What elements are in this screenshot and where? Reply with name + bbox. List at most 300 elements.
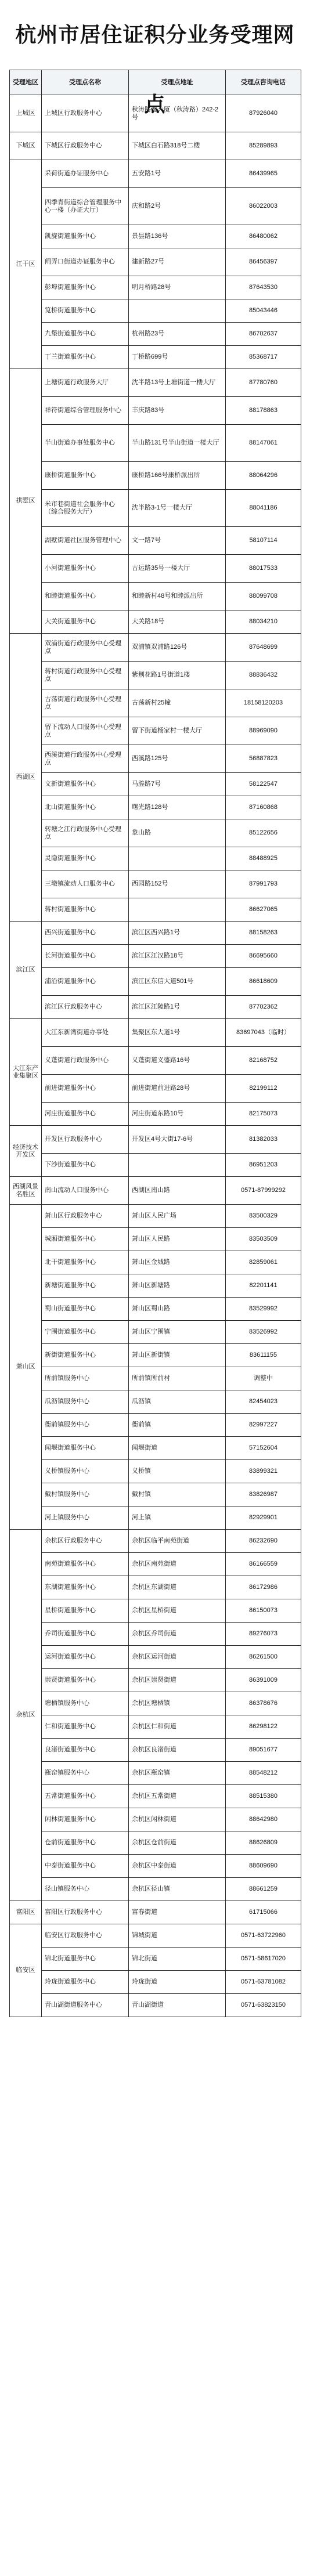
outlet-name-cell: 新塘街道服务中心 <box>42 1274 129 1298</box>
outlet-phone-cell: 86480062 <box>226 225 301 248</box>
outlet-address-cell: 西湖区南山路 <box>129 1177 226 1205</box>
outlet-name-cell: 凯旋街道服务中心 <box>42 225 129 248</box>
table-row <box>10 662 301 689</box>
outlet-name-cell: 瓶窑镇服务中心 <box>42 1762 129 1785</box>
outlet-phone-cell: 85368717 <box>226 346 301 369</box>
table-row <box>10 1971 301 1994</box>
outlet-phone-cell: 86232690 <box>226 1530 301 1553</box>
table-row <box>10 1924 301 1948</box>
outlet-name-cell: 笕桥街道服务中心 <box>42 299 129 323</box>
outlet-phone-cell: 86695660 <box>226 945 301 968</box>
outlet-address-cell: 余杭区仓前街道 <box>129 1831 226 1855</box>
outlet-name-cell: 径山镇服务中心 <box>42 1878 129 1901</box>
outlet-name-cell: 康桥街道服务中心 <box>42 462 129 490</box>
table-row <box>10 299 301 323</box>
outlet-address-cell: 余杭区乔司街道 <box>129 1623 226 1646</box>
outlet-address-cell: 丰庆路83号 <box>129 397 226 425</box>
outlet-address-cell: 萧山区人民路 <box>129 1228 226 1251</box>
outlet-phone-cell: 82168752 <box>226 1047 301 1075</box>
outlet-name-cell: 锦北街道服务中心 <box>42 1948 129 1971</box>
outlet-address-cell: 马塍路7号 <box>129 773 226 796</box>
outlet-phone-cell: 87780760 <box>226 369 301 397</box>
outlet-phone-cell: 88099708 <box>226 583 301 610</box>
outlet-address-cell: 西溪路125号 <box>129 745 226 773</box>
outlet-phone-cell: 88147061 <box>226 425 301 462</box>
table-row <box>10 1154 301 1177</box>
table-row <box>10 1623 301 1646</box>
outlet-name-cell: 闻堰街道服务中心 <box>42 1437 129 1460</box>
column-header-name: 受理点名称 <box>42 70 129 95</box>
outlet-address-cell: 余杭区瓶窑镇 <box>129 1762 226 1785</box>
table-row <box>10 1831 301 1855</box>
outlet-address-cell <box>129 898 226 922</box>
table-row <box>10 1177 301 1205</box>
outlet-phone-cell: 82454023 <box>226 1390 301 1414</box>
outlet-name-cell: 星桥街道服务中心 <box>42 1599 129 1623</box>
outlet-phone-cell: 88034210 <box>226 610 301 634</box>
outlet-phone-cell: 82929901 <box>226 1506 301 1530</box>
table-row <box>10 1390 301 1414</box>
outlet-phone-cell: 88836432 <box>226 662 301 689</box>
outlet-name-cell: 临安区行政服务中心 <box>42 1924 129 1948</box>
outlet-phone-cell: 56887823 <box>226 745 301 773</box>
outlet-phone-cell: 83611155 <box>226 1344 301 1367</box>
outlet-address-cell: 文一路7号 <box>129 527 226 555</box>
outlet-name-cell: 南山流动人口服务中心 <box>42 1177 129 1205</box>
table-row <box>10 555 301 583</box>
outlet-phone-cell: 86391009 <box>226 1669 301 1692</box>
outlet-address-cell: 萧山区人民广场 <box>129 1205 226 1228</box>
outlet-phone-cell: 81382033 <box>226 1126 301 1154</box>
outlet-name-cell: 采荷街道办证服务中心 <box>42 160 129 188</box>
outlet-name-cell: 河上镇服务中心 <box>42 1506 129 1530</box>
outlet-phone-cell: 86951203 <box>226 1154 301 1177</box>
outlet-address-cell: 余杭区临平南苑街道 <box>129 1530 226 1553</box>
outlet-name-cell: 乔司街道服务中心 <box>42 1623 129 1646</box>
outlet-address-cell: 留下街道杨家村一楼大厅 <box>129 717 226 745</box>
outlet-address-cell: 景昙路136号 <box>129 225 226 248</box>
outlet-address-cell: 紫荆花路1号街道1楼 <box>129 662 226 689</box>
outlet-name-cell: 西兴街道服务中心 <box>42 922 129 945</box>
outlet-phone-cell: 86172986 <box>226 1576 301 1599</box>
outlet-name-cell: 米市巷街道社会服务中心（综合服务大厅） <box>42 490 129 527</box>
outlet-name-cell: 古荡街道行政服务中心受理点 <box>42 689 129 717</box>
table-row <box>10 248 301 276</box>
outlet-name-cell: 留下流动人口服务中心受理点 <box>42 717 129 745</box>
table-row <box>10 1483 301 1506</box>
table-row <box>10 1669 301 1692</box>
outlet-address-cell: 所前镇所前村 <box>129 1367 226 1390</box>
outlet-address-cell: 大关路18号 <box>129 610 226 634</box>
table-row <box>10 369 301 397</box>
outlet-phone-cell: 83826987 <box>226 1483 301 1506</box>
outlet-address-cell: 余杭区运河街道 <box>129 1646 226 1669</box>
outlet-address-cell: 秋涛路斐大厦（秋涛路）242-2号 <box>129 95 226 132</box>
outlet-name-cell: 北山街道服务中心 <box>42 796 129 819</box>
outlet-address-cell: 滨江区东信大道501号 <box>129 968 226 996</box>
outlet-phone-cell: 83503509 <box>226 1228 301 1251</box>
outlet-name-cell: 玲珑街道服务中心 <box>42 1971 129 1994</box>
table-row <box>10 819 301 847</box>
outlet-name-cell: 所前镇服务中心 <box>42 1367 129 1390</box>
region-cell: 拱墅区 <box>10 369 42 634</box>
outlet-name-cell: 瓜沥镇服务中心 <box>42 1390 129 1414</box>
table-row <box>10 1646 301 1669</box>
outlet-address-cell: 五安路1号 <box>129 160 226 188</box>
outlet-address-cell: 西园路152号 <box>129 870 226 898</box>
table-row <box>10 968 301 996</box>
outlet-phone-cell: 88661259 <box>226 1878 301 1901</box>
table-row <box>10 397 301 425</box>
outlet-phone-cell: 86261500 <box>226 1646 301 1669</box>
outlet-phone-cell: 57152604 <box>226 1437 301 1460</box>
outlet-phone-cell: 89276073 <box>226 1623 301 1646</box>
outlet-phone-cell: 86378676 <box>226 1692 301 1715</box>
outlet-name-cell: 彭埠街道服务中心 <box>42 276 129 299</box>
outlet-phone-cell: 88041186 <box>226 490 301 527</box>
outlet-phone-cell: 89051677 <box>226 1739 301 1762</box>
outlet-address-cell: 集聚区东大道1号 <box>129 1019 226 1047</box>
outlet-name-cell: 仁和街道服务中心 <box>42 1715 129 1739</box>
outlet-phone-cell: 61715066 <box>226 1901 301 1924</box>
outlet-address-cell <box>129 1154 226 1177</box>
outlet-address-cell: 萧山区蜀山路 <box>129 1298 226 1321</box>
table-row <box>10 1344 301 1367</box>
outlet-phone-cell: 87643530 <box>226 276 301 299</box>
outlet-name-cell: 滨江区行政服务中心 <box>42 996 129 1019</box>
outlet-address-cell: 余杭区五常街道 <box>129 1785 226 1808</box>
table-row <box>10 847 301 870</box>
outlet-phone-cell: 82201141 <box>226 1274 301 1298</box>
outlet-address-cell: 余杭区星桥街道 <box>129 1599 226 1623</box>
outlet-address-cell: 古荡新村25幢 <box>129 689 226 717</box>
outlet-address-cell: 萧山区宁围镇 <box>129 1321 226 1344</box>
outlet-table <box>9 70 301 2017</box>
outlet-name-cell: 蒋村街道服务中心 <box>42 898 129 922</box>
region-cell: 西湖风景名胜区 <box>10 1177 42 1205</box>
outlet-phone-cell: 58122547 <box>226 773 301 796</box>
table-row <box>10 945 301 968</box>
outlet-name-cell: 塘栖镇服务中心 <box>42 1692 129 1715</box>
outlet-address-cell: 萧山区新街镇 <box>129 1344 226 1367</box>
outlet-phone-cell: 86166559 <box>226 1553 301 1576</box>
outlet-phone-cell: 86298122 <box>226 1715 301 1739</box>
outlet-address-cell: 河庄街道东路10号 <box>129 1103 226 1126</box>
table-row <box>10 996 301 1019</box>
table-row <box>10 1855 301 1878</box>
outlet-phone-cell: 0571-63722960 <box>226 1924 301 1948</box>
table-row <box>10 1274 301 1298</box>
table-row <box>10 1553 301 1576</box>
table-row <box>10 346 301 369</box>
outlet-name-cell: 前进街道服务中心 <box>42 1075 129 1103</box>
outlet-phone-cell: 85122656 <box>226 819 301 847</box>
column-header-area: 受理地区 <box>10 70 42 95</box>
outlet-phone-cell: 87648699 <box>226 634 301 662</box>
outlet-address-cell: 玲珑街道 <box>129 1971 226 1994</box>
outlet-name-cell: 南苑街道服务中心 <box>42 1553 129 1576</box>
outlet-phone-cell: 88626809 <box>226 1831 301 1855</box>
outlet-address-cell: 锦北街道 <box>129 1948 226 1971</box>
table-row <box>10 462 301 490</box>
column-header-address: 受理点地址 <box>129 70 226 95</box>
outlet-name-cell: 河庄街道服务中心 <box>42 1103 129 1126</box>
region-cell: 江干区 <box>10 160 42 369</box>
table-row <box>10 425 301 462</box>
outlet-name-cell: 城厢街道服务中心 <box>42 1228 129 1251</box>
table-row <box>10 490 301 527</box>
table-row <box>10 1599 301 1623</box>
outlet-name-cell: 富阳区行政服务中心 <box>42 1901 129 1924</box>
table-row <box>10 1762 301 1785</box>
outlet-phone-cell: 88178863 <box>226 397 301 425</box>
table-row <box>10 1126 301 1154</box>
table-row <box>10 1367 301 1390</box>
table-row <box>10 773 301 796</box>
outlet-address-cell: 象山路 <box>129 819 226 847</box>
region-cell: 西湖区 <box>10 634 42 922</box>
outlet-address-cell: 余杭区径山镇 <box>129 1878 226 1901</box>
outlet-phone-cell: 86022003 <box>226 188 301 225</box>
outlet-name-cell: 转塘之江行政服务中心受理点 <box>42 819 129 847</box>
table-row <box>10 1075 301 1103</box>
outlet-phone-cell: 88515380 <box>226 1785 301 1808</box>
outlet-name-cell: 义蓬街道行政服务中心 <box>42 1047 129 1075</box>
outlet-phone-cell: 88609690 <box>226 1855 301 1878</box>
outlet-address-cell: 萧山区新塘路 <box>129 1274 226 1298</box>
outlet-phone-cell: 82175073 <box>226 1103 301 1126</box>
outlet-address-cell: 余杭区塘栖镇 <box>129 1692 226 1715</box>
outlet-phone-cell: 82859061 <box>226 1251 301 1274</box>
table-row <box>10 1994 301 2017</box>
outlet-name-cell: 下沙街道服务中心 <box>42 1154 129 1177</box>
outlet-address-cell <box>129 299 226 323</box>
outlet-name-cell: 崇贤街道服务中心 <box>42 1669 129 1692</box>
outlet-phone-cell: 83697043（临时） <box>226 1019 301 1047</box>
outlet-phone-cell: 58107114 <box>226 527 301 555</box>
region-cell: 滨江区 <box>10 922 42 1019</box>
outlet-name-cell: 闲林街道服务中心 <box>42 1808 129 1831</box>
outlet-address-cell: 丁桥路699号 <box>129 346 226 369</box>
outlet-phone-cell: 88548212 <box>226 1762 301 1785</box>
column-header-phone: 受理点咨询电话 <box>226 70 301 95</box>
outlet-address-cell: 余杭区闲林街道 <box>129 1808 226 1831</box>
table-row <box>10 160 301 188</box>
outlet-name-cell: 长河街道服务中心 <box>42 945 129 968</box>
region-cell: 富阳区 <box>10 1901 42 1924</box>
outlet-phone-cell: 88064296 <box>226 462 301 490</box>
table-row <box>10 1437 301 1460</box>
table-row <box>10 689 301 717</box>
table-row <box>10 634 301 662</box>
outlet-name-cell: 大关街道服务中心 <box>42 610 129 634</box>
outlet-phone-cell: 83899321 <box>226 1460 301 1483</box>
outlet-name-cell: 萧山区行政服务中心 <box>42 1205 129 1228</box>
outlet-phone-cell: 87926040 <box>226 95 301 132</box>
outlet-address-cell: 瓜沥镇 <box>129 1390 226 1414</box>
outlet-address-cell: 萧山区金城路 <box>129 1251 226 1274</box>
region-cell: 临安区 <box>10 1924 42 2017</box>
region-cell: 下城区 <box>10 132 42 160</box>
table-row <box>10 1785 301 1808</box>
outlet-address-cell: 下城区白石路318号二楼 <box>129 132 226 160</box>
region-cell: 余杭区 <box>10 1530 42 1901</box>
outlet-name-cell: 青山湖街道服务中心 <box>42 1994 129 2017</box>
outlet-address-cell: 滨江区江汉路18号 <box>129 945 226 968</box>
outlet-address-cell: 锦城街道 <box>129 1924 226 1948</box>
table-row <box>10 527 301 555</box>
table-row <box>10 225 301 248</box>
outlet-name-cell: 余杭区行政服务中心 <box>42 1530 129 1553</box>
outlet-address-cell: 半山路131号半山街道一楼大厅 <box>129 425 226 462</box>
outlet-address-cell: 杭州路23号 <box>129 323 226 346</box>
outlet-address-cell: 余杭区良渚街道 <box>129 1739 226 1762</box>
outlet-name-cell: 灵隐街道服务中心 <box>42 847 129 870</box>
outlet-name-cell: 良渚街道服务中心 <box>42 1739 129 1762</box>
table-row <box>10 1576 301 1599</box>
outlet-name-cell: 衙前镇服务中心 <box>42 1414 129 1437</box>
outlet-address-cell: 余杭区仁和街道 <box>129 1715 226 1739</box>
table-row <box>10 610 301 634</box>
region-cell: 大江东产业集聚区 <box>10 1019 42 1126</box>
outlet-name-cell: 三墩镇流动人口服务中心 <box>42 870 129 898</box>
outlet-name-cell: 祥符街道综合管理服务中心 <box>42 397 129 425</box>
outlet-name-cell: 九堡街道服务中心 <box>42 323 129 346</box>
region-cell: 经济技术开发区 <box>10 1126 42 1177</box>
table-row <box>10 1530 301 1553</box>
outlet-address-cell: 青山湖街道 <box>129 1994 226 2017</box>
outlet-address-cell: 建新路27号 <box>129 248 226 276</box>
outlet-phone-cell: 88488925 <box>226 847 301 870</box>
table-row <box>10 1298 301 1321</box>
outlet-address-cell: 曙光路128号 <box>129 796 226 819</box>
outlet-phone-cell: 86618609 <box>226 968 301 996</box>
outlet-address-cell: 余杭区崇贤街道 <box>129 1669 226 1692</box>
outlet-phone-cell: 87702362 <box>226 996 301 1019</box>
outlet-phone-cell: 调整中 <box>226 1367 301 1390</box>
outlet-phone-cell: 86702637 <box>226 323 301 346</box>
page-title: 杭州市居住证积分业务受理网点 <box>15 23 295 116</box>
outlet-address-cell: 滨江区江陵路1号 <box>129 996 226 1019</box>
table-row <box>10 276 301 299</box>
outlet-name-cell: 义桥镇服务中心 <box>42 1460 129 1483</box>
outlet-address-cell: 河上镇 <box>129 1506 226 1530</box>
table-row <box>10 1228 301 1251</box>
table-row <box>10 745 301 773</box>
outlet-phone-cell: 0571-87999292 <box>226 1177 301 1205</box>
outlet-address-cell: 余杭区东湖街道 <box>129 1576 226 1599</box>
outlet-name-cell: 文新街道服务中心 <box>42 773 129 796</box>
outlet-address-cell: 明月桥路28号 <box>129 276 226 299</box>
outlet-address-cell: 义桥镇 <box>129 1460 226 1483</box>
outlet-address-cell: 余杭区南苑街道 <box>129 1553 226 1576</box>
outlet-phone-cell: 0571-58617020 <box>226 1948 301 1971</box>
outlet-name-cell: 丁兰街道服务中心 <box>42 346 129 369</box>
outlet-name-cell: 上塘街道行政服务大厅 <box>42 369 129 397</box>
outlet-name-cell: 五常街道服务中心 <box>42 1785 129 1808</box>
outlet-name-cell: 下城区行政服务中心 <box>42 132 129 160</box>
outlet-phone-cell: 88642980 <box>226 1808 301 1831</box>
table-row <box>10 1739 301 1762</box>
table-row <box>10 1901 301 1924</box>
region-cell: 萧山区 <box>10 1205 42 1530</box>
outlet-address-cell <box>129 847 226 870</box>
table-row <box>10 1414 301 1437</box>
table-row <box>10 323 301 346</box>
table-row <box>10 1047 301 1075</box>
outlet-name-cell: 湖墅街道社区服务管理中心 <box>42 527 129 555</box>
table-row <box>10 1878 301 1901</box>
table-row <box>10 1251 301 1274</box>
outlet-address-cell: 沈半路3-1号一楼大厅 <box>129 490 226 527</box>
outlet-name-cell: 蜀山街道服务中心 <box>42 1298 129 1321</box>
outlet-phone-cell: 86456397 <box>226 248 301 276</box>
outlet-phone-cell: 82997227 <box>226 1414 301 1437</box>
outlet-name-cell: 北干街道服务中心 <box>42 1251 129 1274</box>
table-row <box>10 1460 301 1483</box>
table-row <box>10 1019 301 1047</box>
table-row <box>10 188 301 225</box>
outlet-phone-cell: 88158263 <box>226 922 301 945</box>
outlet-name-cell: 浦沿街道服务中心 <box>42 968 129 996</box>
table-row <box>10 717 301 745</box>
outlet-phone-cell: 85289893 <box>226 132 301 160</box>
outlet-name-cell: 和睦街道服务中心 <box>42 583 129 610</box>
outlet-address-cell: 康桥路166号康桥派出所 <box>129 462 226 490</box>
outlet-address-cell: 富春街道 <box>129 1901 226 1924</box>
outlet-phone-cell: 0571-63823150 <box>226 1994 301 2017</box>
table-row <box>10 898 301 922</box>
outlet-name-cell: 开发区行政服务中心 <box>42 1126 129 1154</box>
outlet-name-cell: 宁围街道服务中心 <box>42 1321 129 1344</box>
outlet-name-cell: 上城区行政服务中心 <box>42 95 129 132</box>
outlet-name-cell: 运河街道服务中心 <box>42 1646 129 1669</box>
outlet-name-cell: 中泰街道服务中心 <box>42 1855 129 1878</box>
outlet-name-cell: 蒋村街道行政服务中心受理点 <box>42 662 129 689</box>
outlet-phone-cell: 83526992 <box>226 1321 301 1344</box>
outlet-address-cell: 滨江区西兴路1号 <box>129 922 226 945</box>
outlet-phone-cell: 83500329 <box>226 1205 301 1228</box>
outlet-name-cell: 大江东新湾街道办事处 <box>42 1019 129 1047</box>
outlet-phone-cell: 82199112 <box>226 1075 301 1103</box>
outlet-address-cell: 衙前镇 <box>129 1414 226 1437</box>
outlet-phone-cell: 86627065 <box>226 898 301 922</box>
outlet-address-cell: 庆和路2号 <box>129 188 226 225</box>
table-row <box>10 1808 301 1831</box>
outlet-phone-cell: 88969090 <box>226 717 301 745</box>
outlet-address-cell: 双浦镇双浦路126号 <box>129 634 226 662</box>
table-row <box>10 1205 301 1228</box>
table-row <box>10 1506 301 1530</box>
table-row <box>10 922 301 945</box>
outlet-phone-cell: 83529992 <box>226 1298 301 1321</box>
outlet-name-cell: 西溪街道行政服务中心受理点 <box>42 745 129 773</box>
outlet-address-cell: 余杭区中泰街道 <box>129 1855 226 1878</box>
region-cell: 上城区 <box>10 95 42 132</box>
outlet-name-cell: 仓前街道服务中心 <box>42 1831 129 1855</box>
outlet-phone-cell: 85043446 <box>226 299 301 323</box>
outlet-phone-cell: 0571-63781082 <box>226 1971 301 1994</box>
outlet-address-cell: 戴村镇 <box>129 1483 226 1506</box>
outlet-address-cell: 闻堰街道 <box>129 1437 226 1460</box>
outlet-name-cell: 东湖街道服务中心 <box>42 1576 129 1599</box>
outlet-address-cell: 前进街道前进路28号 <box>129 1075 226 1103</box>
table-row <box>10 1948 301 1971</box>
table-row <box>10 1715 301 1739</box>
outlet-name-cell: 四季青街道综合管理服务中心一楼（办证大厅） <box>42 188 129 225</box>
outlet-address-cell: 开发区4号大街17-6号 <box>129 1126 226 1154</box>
outlet-address-cell: 古运路35号一楼大厅 <box>129 555 226 583</box>
